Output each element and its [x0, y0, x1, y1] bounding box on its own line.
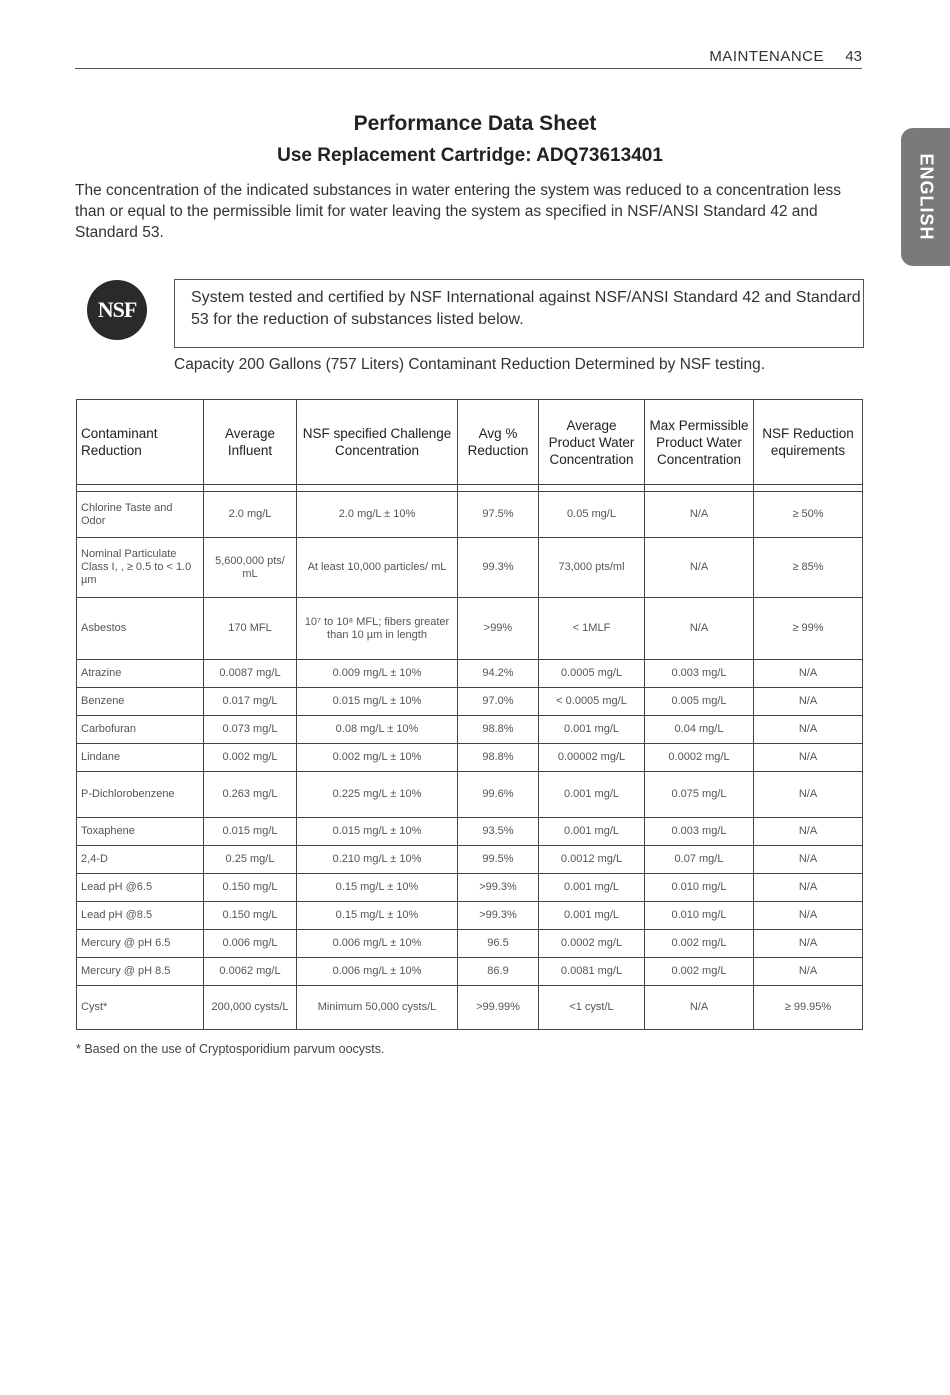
table-cell: Toxaphene	[77, 818, 204, 846]
table-cell: 0.08 mg/L ± 10%	[297, 716, 458, 744]
table-cell: 0.0012 mg/L	[539, 846, 645, 874]
table-cell: 2.0 mg/L	[204, 492, 297, 538]
table-cell: 0.010 mg/L	[645, 874, 754, 902]
table-cell: 97.5%	[458, 492, 539, 538]
table-cell: Carbofuran	[77, 716, 204, 744]
nsf-logo-text: NSF	[97, 297, 137, 322]
table-row	[77, 958, 863, 986]
table-cell: N/A	[754, 716, 863, 744]
table-row	[77, 744, 863, 772]
table-row	[77, 874, 863, 902]
table-cell: 0.006 mg/L ± 10%	[297, 930, 458, 958]
table-row	[77, 772, 863, 818]
table-cell: 99.6%	[458, 772, 539, 818]
nsf-logo-icon	[87, 280, 147, 340]
table-cell: 99.5%	[458, 846, 539, 874]
header-gap	[77, 485, 863, 492]
table-cell: 96.5	[458, 930, 539, 958]
table-cell: 0.07 mg/L	[645, 846, 754, 874]
table-cell: 0.0087 mg/L	[204, 660, 297, 688]
table-cell: >99%	[458, 598, 539, 660]
table-cell: 0.006 mg/L ± 10%	[297, 958, 458, 986]
footnote: * Based on the use of Cryptosporidium parvum oocysts.	[76, 1042, 385, 1056]
table-cell: 99.3%	[458, 538, 539, 598]
table-cell: P-Dichlorobenzene	[77, 772, 204, 818]
table-cell: N/A	[645, 538, 754, 598]
table-cell: < 0.0005 mg/L	[539, 688, 645, 716]
table-row	[77, 716, 863, 744]
table-cell: Benzene	[77, 688, 204, 716]
table-cell: 10⁷ to 10⁸ MFL; fibers greater than 10 µm in length	[297, 598, 458, 660]
table-cell: 0.015 mg/L ± 10%	[297, 818, 458, 846]
table-cell: 0.015 mg/L	[204, 818, 297, 846]
table-cell: 0.15 mg/L ± 10%	[297, 874, 458, 902]
header-cell: Avg % Reduction	[458, 400, 539, 485]
table-row	[77, 598, 863, 660]
table-cell: 200,000 cysts/L	[204, 986, 297, 1030]
table-row	[77, 538, 863, 598]
table-cell: Asbestos	[77, 598, 204, 660]
table-cell: 2.0 mg/L ± 10%	[297, 492, 458, 538]
table-cell: Mercury @ pH 8.5	[77, 958, 204, 986]
table-cell: 0.003 mg/L	[645, 660, 754, 688]
table-header-row	[77, 400, 863, 485]
table-cell: N/A	[754, 874, 863, 902]
intro-paragraph: The concentration of the indicated substances in water entering the system was reduced to a concentration less than or equal to the permissible limit for water leaving the system as specified in NSF/ANSI Standard 42 and Standard 53.	[75, 182, 841, 241]
table-cell: ≥ 99.95%	[754, 986, 863, 1030]
table-cell: Mercury @ pH 6.5	[77, 930, 204, 958]
table-cell: N/A	[754, 902, 863, 930]
table-cell: 86.9	[458, 958, 539, 986]
table-cell: >99.3%	[458, 874, 539, 902]
table-row	[77, 986, 863, 1030]
table-row	[77, 818, 863, 846]
table-cell: 0.263 mg/L	[204, 772, 297, 818]
table-cell: 0.001 mg/L	[539, 902, 645, 930]
table-cell: 0.15 mg/L ± 10%	[297, 902, 458, 930]
table-cell: Minimum 50,000 cysts/L	[297, 986, 458, 1030]
table-cell: 98.8%	[458, 744, 539, 772]
table-cell: N/A	[754, 660, 863, 688]
header-cell: Contaminant Reduction	[77, 400, 204, 485]
table-cell: Cyst*	[77, 986, 204, 1030]
table-cell: 0.015 mg/L ± 10%	[297, 688, 458, 716]
table-cell: 0.210 mg/L ± 10%	[297, 846, 458, 874]
language-tab-label: ENGLISH	[916, 153, 936, 241]
table-cell: 0.001 mg/L	[539, 818, 645, 846]
table-cell: 0.001 mg/L	[539, 716, 645, 744]
table-cell: 2,4-D	[77, 846, 204, 874]
page-subtitle: Use Replacement Cartridge: ADQ73613401	[277, 145, 663, 166]
table-cell: N/A	[754, 772, 863, 818]
table-cell: 0.0002 mg/L	[539, 930, 645, 958]
table-cell: 0.0062 mg/L	[204, 958, 297, 986]
table-row	[77, 688, 863, 716]
table-cell: Lead pH @6.5	[77, 874, 204, 902]
table-cell: ≥ 99%	[754, 598, 863, 660]
table-cell: 5,600,000 pts/ mL	[204, 538, 297, 598]
table-cell: 0.017 mg/L	[204, 688, 297, 716]
table-row	[77, 660, 863, 688]
table-cell: 0.006 mg/L	[204, 930, 297, 958]
table-cell: Lindane	[77, 744, 204, 772]
table-cell: Nominal Particulate Class I, , ≥ 0.5 to < 1.0 µm	[77, 538, 204, 598]
performance-table	[76, 399, 863, 1030]
page-number: 43	[845, 48, 862, 65]
table-cell: 0.073 mg/L	[204, 716, 297, 744]
table-cell: 0.075 mg/L	[645, 772, 754, 818]
table-cell: 0.010 mg/L	[645, 902, 754, 930]
table-cell: 0.002 mg/L ± 10%	[297, 744, 458, 772]
table-cell: 0.225 mg/L ± 10%	[297, 772, 458, 818]
table-cell: 0.25 mg/L	[204, 846, 297, 874]
table-cell: 0.04 mg/L	[645, 716, 754, 744]
table-cell: 73,000 pts/ml	[539, 538, 645, 598]
table-cell: 0.001 mg/L	[539, 874, 645, 902]
header-cell: NSF specified Challenge Concentration	[297, 400, 458, 485]
table-cell: <1 cyst/L	[539, 986, 645, 1030]
table-cell: 0.150 mg/L	[204, 874, 297, 902]
table-cell: 0.009 mg/L ± 10%	[297, 660, 458, 688]
table-cell: Lead pH @8.5	[77, 902, 204, 930]
table-row	[77, 930, 863, 958]
capacity-note: Capacity 200 Gallons (757 Liters) Contaminant Reduction Determined by NSF testing.	[174, 356, 766, 373]
table-row	[77, 846, 863, 874]
table-cell: N/A	[754, 818, 863, 846]
table-cell: 0.002 mg/L	[645, 930, 754, 958]
table-cell: N/A	[754, 958, 863, 986]
table-cell: 170 MFL	[204, 598, 297, 660]
page-title: Performance Data Sheet	[353, 112, 597, 135]
table-cell: 0.002 mg/L	[204, 744, 297, 772]
table-cell: < 1MLF	[539, 598, 645, 660]
table-cell: N/A	[645, 492, 754, 538]
table-cell: N/A	[754, 846, 863, 874]
table-cell: ≥ 85%	[754, 538, 863, 598]
table-cell: 0.002 mg/L	[645, 958, 754, 986]
table-cell: 94.2%	[458, 660, 539, 688]
header-cell: Average Product Water Concentration	[539, 400, 645, 485]
table-cell: 97.0%	[458, 688, 539, 716]
table-cell: 0.150 mg/L	[204, 902, 297, 930]
table-cell: 0.0081 mg/L	[539, 958, 645, 986]
header-cell: Max Permissible Product Water Concentration	[645, 400, 754, 485]
table-cell: 98.8%	[458, 716, 539, 744]
table-cell: ≥ 50%	[754, 492, 863, 538]
table-cell: N/A	[754, 930, 863, 958]
header-cell: NSF Reduction equirements	[754, 400, 863, 485]
table-cell: 0.00002 mg/L	[539, 744, 645, 772]
table-cell: >99.99%	[458, 986, 539, 1030]
table-row	[77, 492, 863, 538]
table-cell: 93.5%	[458, 818, 539, 846]
table-cell: Chlorine Taste and Odor	[77, 492, 204, 538]
table-cell: 0.05 mg/L	[539, 492, 645, 538]
page-header	[75, 48, 862, 69]
table-cell: >99.3%	[458, 902, 539, 930]
table-cell: 0.001 mg/L	[539, 772, 645, 818]
table-cell: 0.0005 mg/L	[539, 660, 645, 688]
section-title: MAINTENANCE	[709, 48, 824, 65]
table-cell: N/A	[645, 598, 754, 660]
table-cell: Atrazine	[77, 660, 204, 688]
table-cell: N/A	[754, 744, 863, 772]
table-cell: At least 10,000 particles/ mL	[297, 538, 458, 598]
table-cell: N/A	[645, 986, 754, 1030]
table-cell: 0.005 mg/L	[645, 688, 754, 716]
table-cell: 0.003 mg/L	[645, 818, 754, 846]
table-cell: 0.0002 mg/L	[645, 744, 754, 772]
table-cell: N/A	[754, 688, 863, 716]
header-cell: Average Influent	[204, 400, 297, 485]
table-row	[77, 902, 863, 930]
certification-box: System tested and certified by NSF International against NSF/ANSI Standard 42 and Standard 53 for the reduction of substances listed below.	[174, 279, 864, 348]
